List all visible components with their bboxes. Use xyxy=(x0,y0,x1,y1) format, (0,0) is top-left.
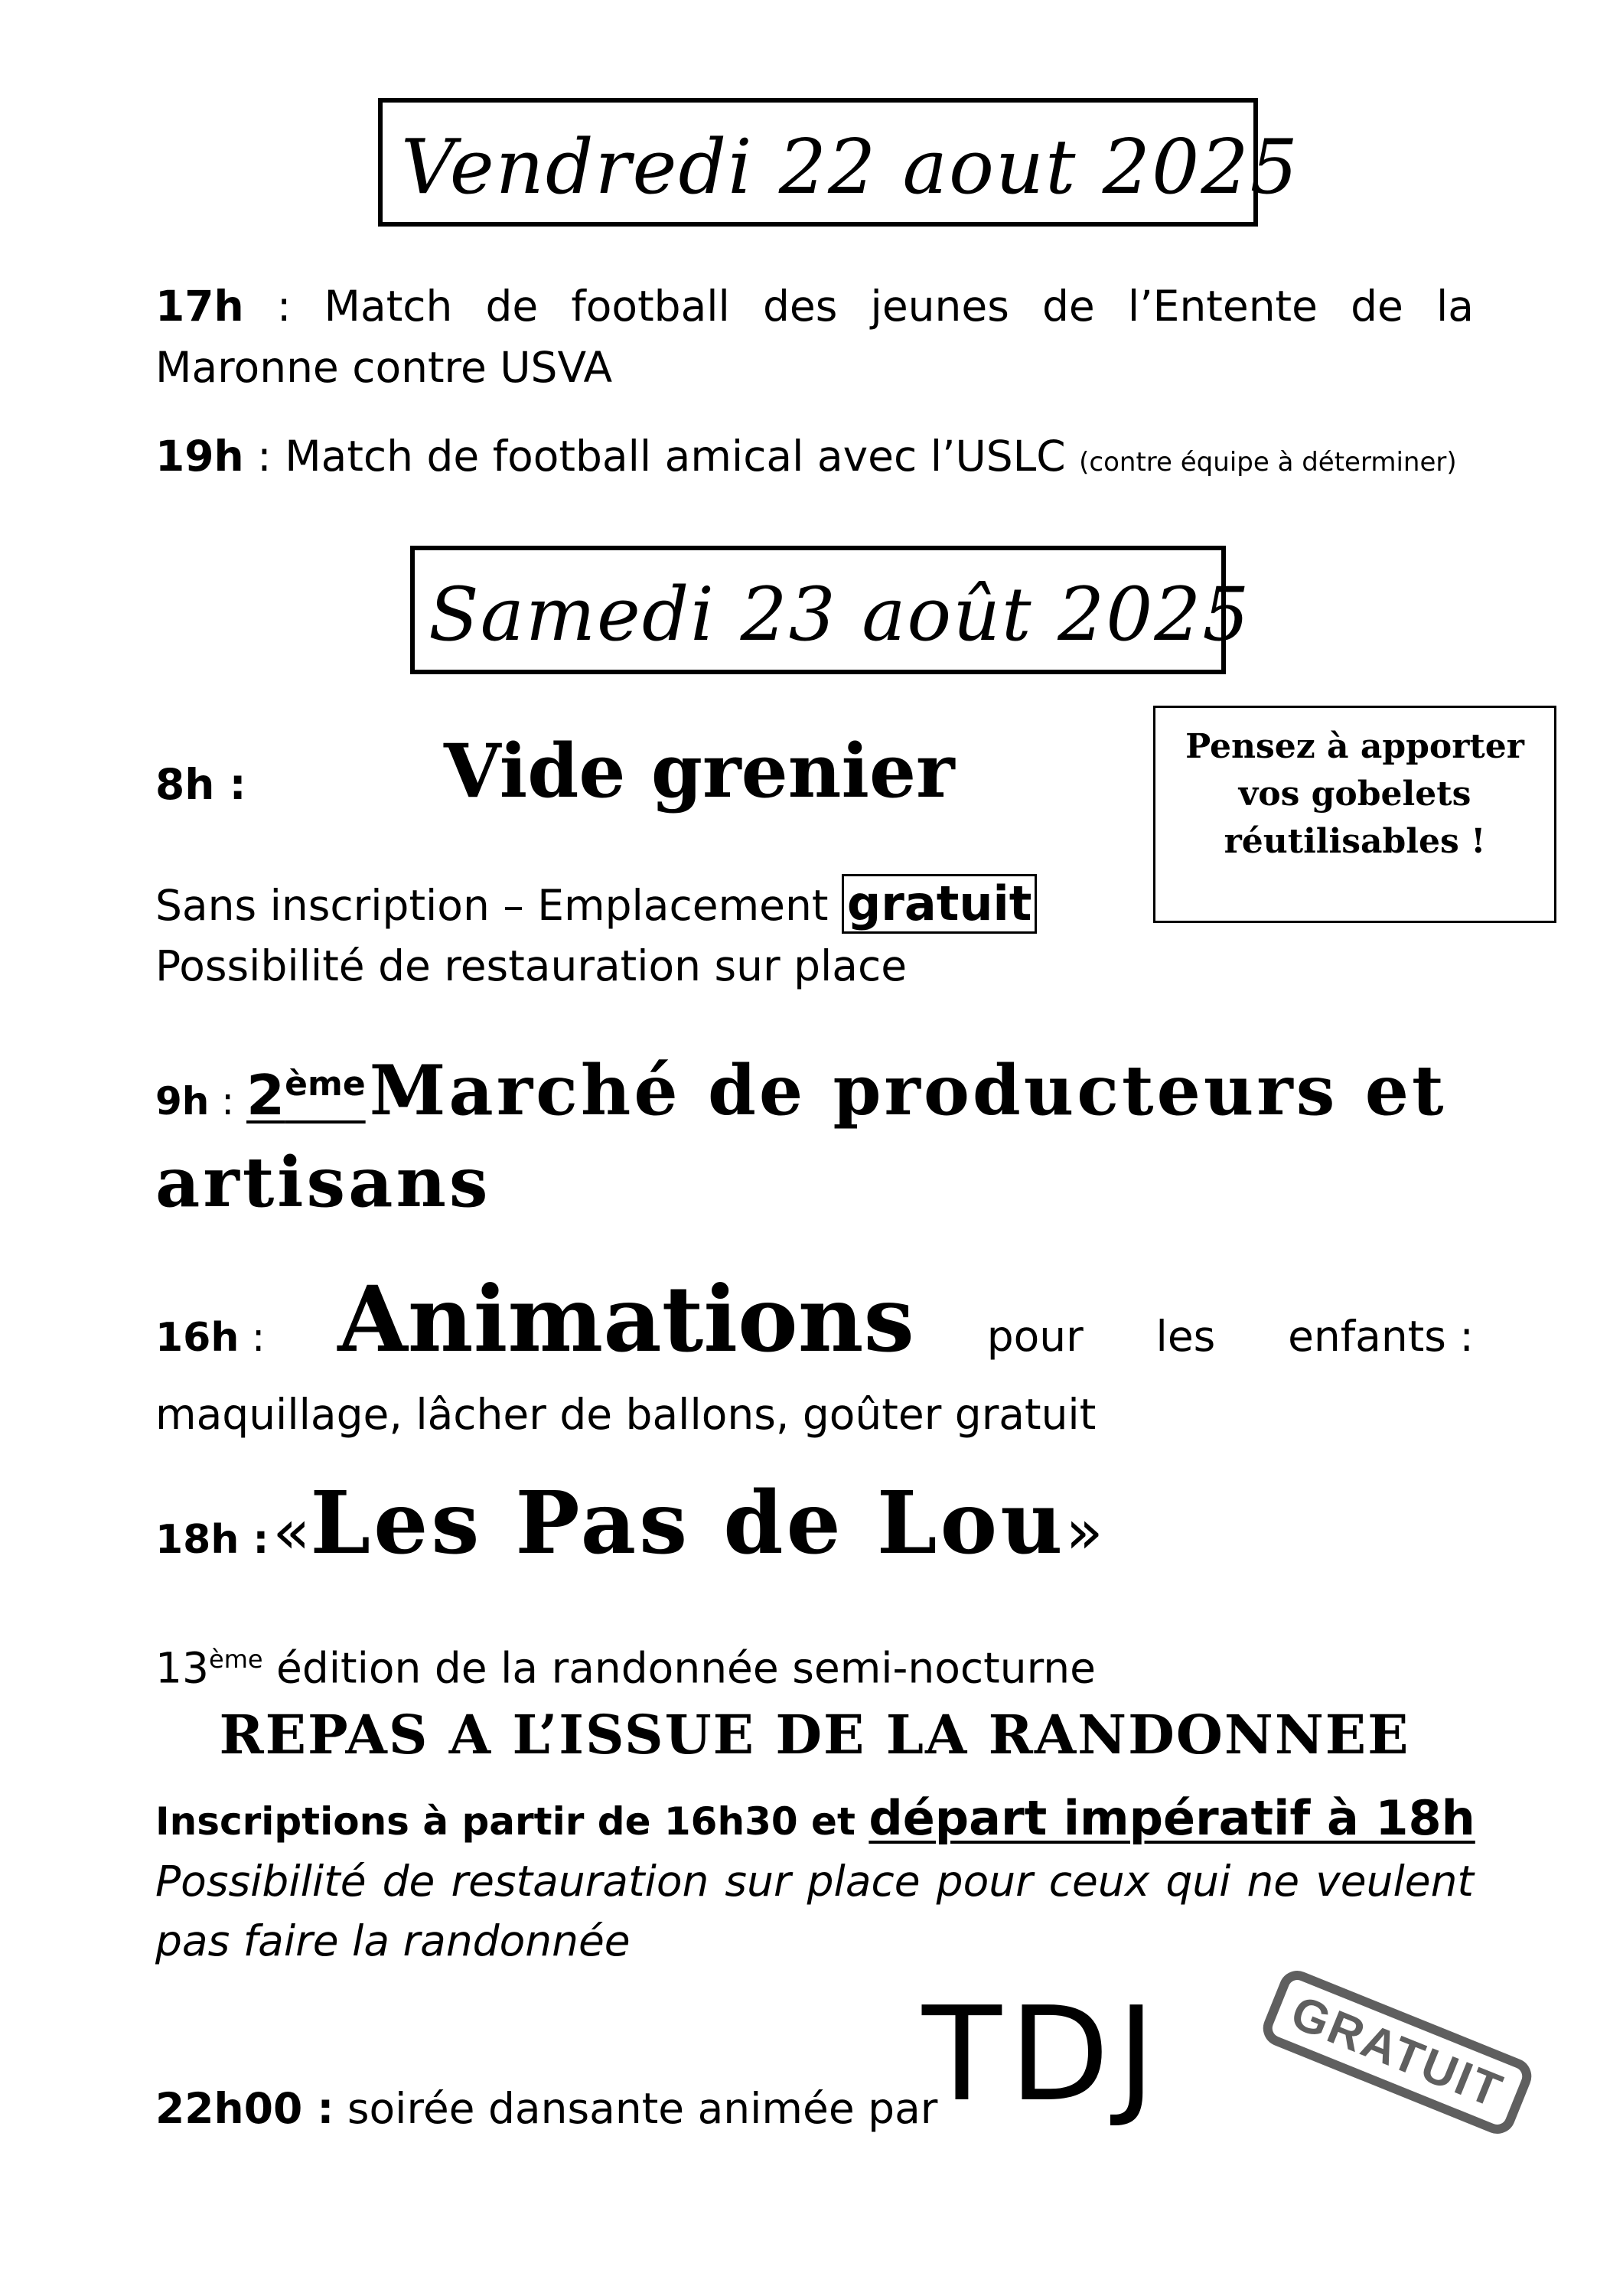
friday-event-19h: 19h : Match de football amical avec l’USLC (contre équipe à déterminer) xyxy=(155,432,1457,481)
hike-departure: départ impératif à 18h xyxy=(869,1790,1475,1846)
hike-edition: 13ème édition de la randonnée semi-nocturne xyxy=(155,1643,1096,1693)
vide-grenier-line1: Sans inscription – Emplacement gratuit xyxy=(155,874,1037,936)
hike-registration: Inscriptions à partir de 16h30 et départ impératif à 18h xyxy=(155,1790,1475,1846)
hike-heading: 18h : «Les Pas de Lou» xyxy=(155,1473,1103,1574)
market-ordinal: 2ème xyxy=(246,1063,366,1127)
friday-title-box xyxy=(378,98,1300,227)
market-title: Marché de producteurs et xyxy=(369,1050,1447,1131)
reminder-line: Pensez à apporter xyxy=(1185,727,1524,766)
hike-note-line1: Possibilité de restauration sur place pour ceux qui ne veulent xyxy=(155,1857,1474,1906)
animations-word: les xyxy=(1155,1312,1216,1361)
dj-name: TDJ xyxy=(922,1979,1163,2131)
evening-line: 22h00 : soirée dansante animée par xyxy=(155,2084,938,2133)
vide-grenier-time: 8h : xyxy=(155,760,246,809)
animations-line2: maquillage, lâcher de ballons, goûter gratuit xyxy=(155,1390,1097,1439)
market-heading: 9h : 2ème Marché de producteurs et xyxy=(155,1050,1447,1131)
market-title-line2: artisans xyxy=(155,1142,491,1223)
friday-title: Vendredi 22 aout 2025 xyxy=(401,124,1300,211)
animations-heading: 16h : Animations pour les enfants : xyxy=(155,1266,1474,1372)
hike-note-line2: pas faire la randonnée xyxy=(155,1916,631,1965)
friday-event-17h-line2: Maronne contre USVA xyxy=(155,343,613,392)
event-text: Match de football amical avec l’USLC xyxy=(285,432,1066,481)
evening-time: 22h00 : xyxy=(155,2084,334,2133)
event-text: Match de football des jeunes de l’Entente de la xyxy=(324,282,1475,331)
animations-time: 16h xyxy=(155,1315,240,1361)
animations-word: pour xyxy=(986,1312,1084,1361)
hike-time: 18h : xyxy=(155,1517,269,1563)
event-note: (contre équipe à déterminer) xyxy=(1079,447,1457,478)
saturday-title-box xyxy=(410,546,1251,674)
hike-title: Les Pas de Lou xyxy=(310,1473,1066,1574)
animations-title: Animations xyxy=(337,1266,914,1372)
friday-event-17h: 17h : Match de football des jeunes de l’Entente de la xyxy=(155,282,1475,331)
animations-word: enfants : xyxy=(1288,1312,1474,1361)
hike-meal: REPAS A L’ISSUE DE LA RANDONNEE xyxy=(219,1703,1410,1766)
market-time: 9h xyxy=(155,1079,210,1124)
vide-grenier-line2: Possibilité de restauration sur place xyxy=(155,941,908,990)
saturday-title: Samedi 23 août 2025 xyxy=(429,572,1251,657)
event-time: 19h xyxy=(155,432,244,481)
reminder-box xyxy=(1153,706,1556,923)
reminder-line: vos gobelets xyxy=(1238,775,1471,814)
free-badge: gratuit xyxy=(842,874,1037,934)
vide-grenier-title: Vide grenier xyxy=(444,728,955,814)
free-stamp: GRATUIT xyxy=(1258,1965,1537,2139)
event-time: 17h xyxy=(155,282,244,331)
reminder-line: réutilisables ! xyxy=(1224,822,1486,861)
